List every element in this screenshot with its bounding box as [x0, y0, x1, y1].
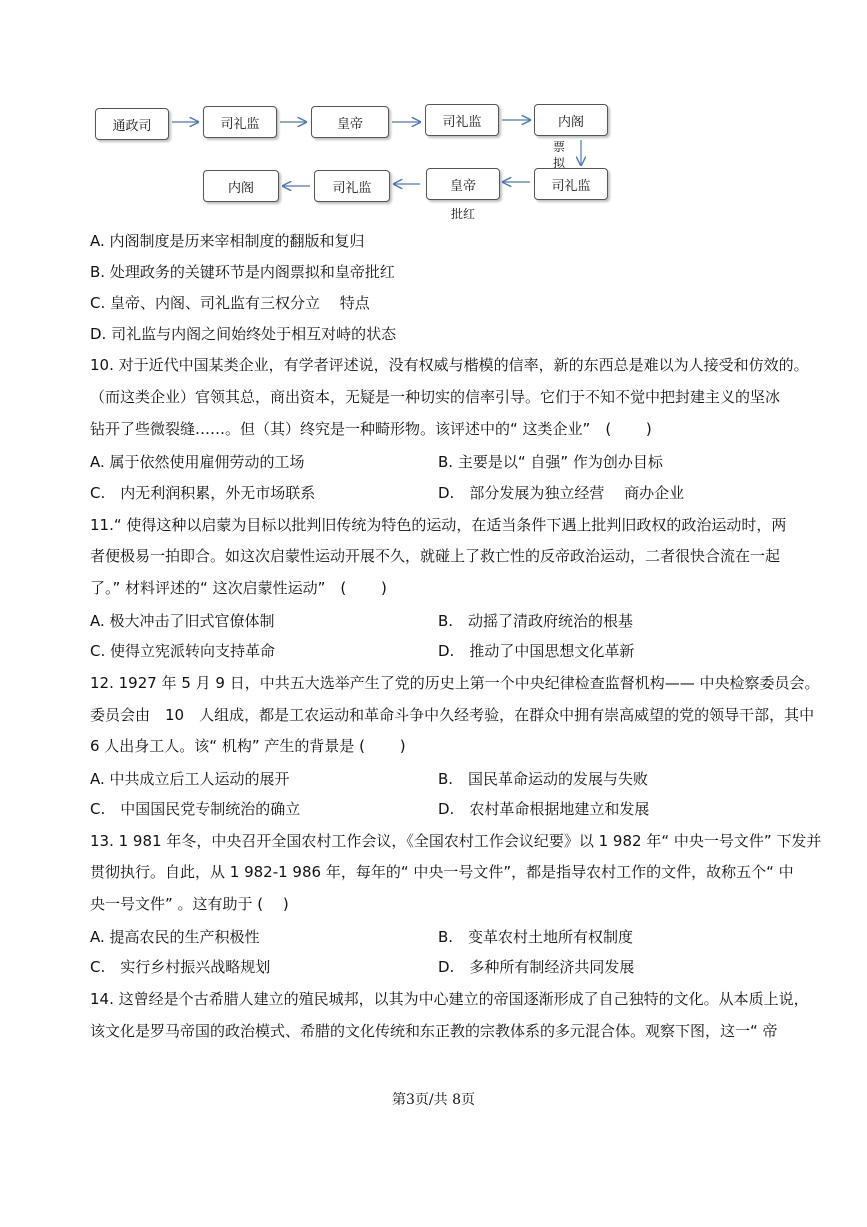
q9-option-a: A. 内阁制度是历来宰相制度的翻版和复归 [90, 232, 365, 250]
q10-option-c: C. 内无利润积累，外无市场联系 [90, 484, 316, 502]
q9-option-b: B. 处理政务的关键环节是内阁票拟和皇帝批红 [90, 263, 395, 281]
q11-option-b: B. 动摇了清政府统治的根基 [438, 612, 634, 630]
q12-stem-2: 委员会由 10 人组成，都是工农运动和革命斗争中久经考验，在群众中拥有崇高威望的党的领导干部，其中 [90, 706, 815, 724]
box-tongzhengsi: 通政司 [95, 108, 169, 140]
q11-option-a: A. 极大冲击了旧式官僚体制 [90, 612, 275, 630]
q10-option-d: D. 部分发展为独立经营 商办企业 [438, 484, 685, 502]
q12-option-b: B. 国民革命运动的发展与失败 [438, 770, 649, 788]
q13-stem-3: 央一号文件” 。这有助于 ( ) [90, 895, 289, 913]
label-ni: 拟 [553, 156, 566, 170]
label-pihong: 批红 [451, 207, 476, 221]
q13-option-b: B. 变革农村土地所有权制度 [438, 928, 634, 946]
box-silijian-4: 司礼监 [534, 168, 608, 200]
box-emperor-1: 皇帝 [311, 106, 389, 138]
q11-option-d: D. 推动了中国思想文化革新 [438, 642, 635, 660]
q12-option-d: D. 农村革命根据地建立和发展 [438, 800, 650, 818]
q13-stem-2: 贯彻执行。自此，从 1 982-1 986 年，每年的“ 中央一号文件”，都是指导农村工作的文件，故称五个“ 中 [90, 863, 794, 881]
flow-diagram [0, 0, 867, 230]
q13-option-a: A. 提高农民的生产积极性 [90, 928, 260, 946]
q12-stem-1: 12. 1927 年 5 月 9 日，中共五大选举产生了党的历史上第一个中央纪律检查监督机构—— 中央检察委员会。 [90, 674, 820, 692]
q10-stem-2: （而这类企业）官领其总，商出资本，无疑是一种切实的信率引导。它们于不知不觉中把封建主义的坚冰 [90, 388, 781, 406]
q11-stem-1: 11.“ 使得这种以启蒙为目标以批判旧传统为特色的运动，在适当条件下遇上批判旧政权的政治运动时，两 [90, 516, 787, 534]
q14-stem-1: 14. 这曾经是个古希腊人建立的殖民城邦，以其为中心建立的帝国逐渐形成了自己独特的文化。从本质上说， [90, 990, 809, 1008]
box-silijian-3: 司礼监 [314, 170, 390, 202]
q13-option-c: C. 实行乡村振兴战略规划 [90, 958, 271, 976]
box-neige-2: 内阁 [203, 170, 279, 202]
q10-option-b: B. 主要是以“ 自强” 作为创办目标 [438, 453, 663, 471]
q14-stem-2: 该文化是罗马帝国的政治模式、希腊的文化传统和东正教的宗教体系的多元混合体。观察下图，这一“ 帝 [90, 1022, 778, 1040]
box-emperor-2: 皇帝 [426, 168, 500, 200]
q12-option-c: C. 中国国民党专制统治的确立 [90, 800, 301, 818]
q12-stem-3: 6 人出身工人。该“ 机构” 产生的背景是 ( ) [90, 737, 406, 755]
q11-option-c: C. 使得立宪派转向支持革命 [90, 642, 276, 660]
q9-option-d: D. 司礼监与内阁之间始终处于相互对峙的状态 [90, 325, 397, 343]
box-silijian-1: 司礼监 [203, 106, 277, 138]
page-footer: 第3页/共 8页 [392, 1092, 475, 1108]
q12-option-a: A. 中共成立后工人运动的展开 [90, 770, 290, 788]
q10-stem-3: 钻开了些微裂缝……。但（其）终究是一种畸形物。该评述中的“ 这类企业” ( ) [90, 420, 652, 438]
q13-stem-1: 13. 1 981 年冬，中央召开全国农村工作会议，《全国农村工作会议纪要》以 1 982 年“ 中央一号文件” 下发并 [90, 832, 822, 850]
box-silijian-2: 司礼监 [425, 104, 499, 136]
label-piao: 票 [553, 140, 566, 154]
q11-stem-2: 者便极易一拍即合。如这次启蒙性运动开展不久，就碰上了救亡性的反帝政治运动，二者很快合流在一起 [90, 547, 781, 565]
q11-stem-3: 了。” 材料评述的“ 这次启蒙性运动” ( ) [90, 579, 387, 597]
box-neige-1: 内阁 [534, 104, 608, 136]
q10-stem-1: 10. 对于近代中国某类企业，有学者评述说，没有权威与楷模的信率，新的东西总是难以为人接受和仿效的。 [90, 356, 809, 374]
q13-option-d: D. 多种所有制经济共同发展 [438, 958, 635, 976]
q10-option-a: A. 属于依然使用雇佣劳动的工场 [90, 453, 305, 471]
q9-option-c: C. 皇帝、内阁、司礼监有三权分立 特点 [90, 294, 370, 312]
